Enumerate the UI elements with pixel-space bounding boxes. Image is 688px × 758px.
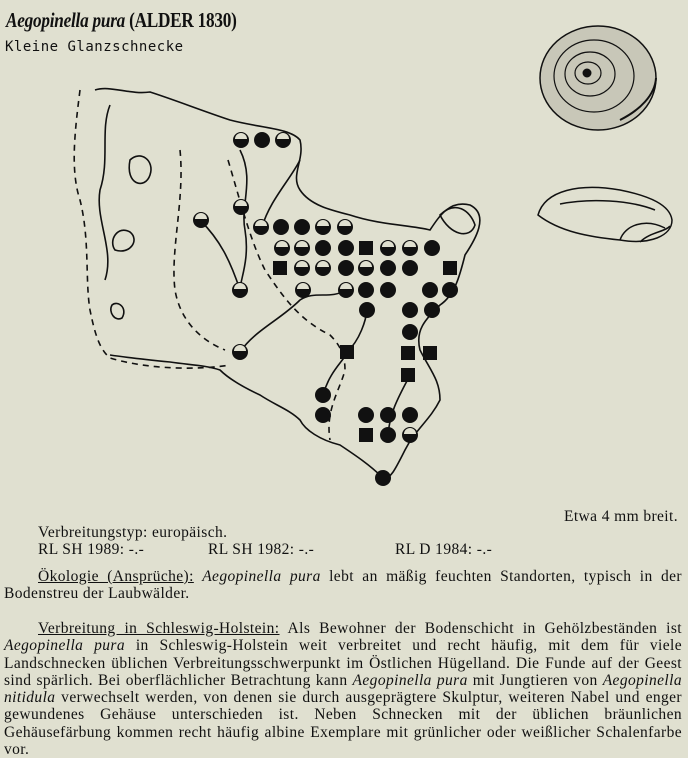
half-circle-marker [402, 240, 418, 256]
square-marker [273, 261, 287, 275]
full-circle-marker [402, 407, 418, 423]
half-circle-marker [315, 260, 331, 276]
text: mit Jungtieren von [467, 671, 603, 689]
half-circle-marker [253, 219, 269, 235]
rl-sh-1989: RL SH 1989: -.- [38, 541, 145, 558]
species-ref: Aegopinella nitidula [4, 671, 682, 707]
full-circle-marker [402, 324, 418, 340]
half-circle-marker [232, 282, 248, 298]
text: in Schleswig-Holstein weit verbreitet und recht häufig, mit dem für viele Landschnecken üblichen Verbreitungsschwerpunkt im Östlichen Hügelland. Die Funde auf der Geest sind spärlich. Bei oberflächlicher Betrachtung kann [4, 637, 682, 689]
half-circle-marker [275, 132, 291, 148]
common-name: Kleine Glanzschnecke [5, 39, 184, 55]
square-marker [340, 345, 354, 359]
shell-top-view-drawing [540, 26, 656, 130]
half-circle-marker [294, 240, 310, 256]
square-marker [359, 241, 373, 255]
species-ref: Aegopinella pura [352, 671, 468, 689]
half-circle-marker [232, 344, 248, 360]
verbreitungstyp: Verbreitungstyp: europäisch. [38, 524, 228, 541]
oekologie-text: lebt an mäßig feuchten Standorten, typisch in der Bodenstreu der Laubwälder. [4, 568, 682, 603]
full-circle-marker [375, 470, 391, 486]
half-circle-marker [380, 240, 396, 256]
square-marker [443, 261, 457, 275]
map-outline [74, 89, 480, 479]
text: Als Bewohner der Bodenschicht in Gehölzbeständen ist [279, 620, 682, 637]
square-marker [401, 346, 415, 360]
full-circle-marker [315, 407, 331, 423]
full-circle-marker [358, 407, 374, 423]
species-ref: Aegopinella pura [202, 568, 321, 585]
half-circle-marker [295, 282, 311, 298]
half-circle-marker [233, 132, 249, 148]
text: verwechselt werden, von denen sie durch ausgeprägtere Skulptur, weiteren Nabel und enger gewundenes Gehäuse unterschieden ist. Neben Schnecken mit der üblichen bräunlichen Gehäusefärbung kommen recht häufig albine Exemplare mit grünlicher oder weißlicher Schalenfarbe vor. [4, 689, 682, 758]
full-circle-marker [359, 302, 375, 318]
full-circle-marker [273, 219, 289, 235]
full-circle-marker [315, 240, 331, 256]
species-author: (ALDER 1830) [129, 8, 237, 32]
oekologie-heading: Ökologie (Ansprüche): [38, 568, 194, 585]
red-list-row [38, 541, 638, 558]
full-circle-marker [442, 282, 458, 298]
rl-sh-1982: RL SH 1982: -.- [208, 541, 315, 558]
full-circle-marker [380, 260, 396, 276]
full-circle-marker [424, 240, 440, 256]
square-marker [359, 428, 373, 442]
full-circle-marker [424, 302, 440, 318]
full-circle-marker [380, 427, 396, 443]
half-circle-marker [358, 260, 374, 276]
rl-d-1984: RL D 1984: -.- [395, 541, 493, 558]
half-circle-marker [193, 212, 209, 228]
record-markers [193, 132, 458, 486]
full-circle-marker [402, 260, 418, 276]
half-circle-marker [337, 219, 353, 235]
oekologie-paragraph [4, 568, 682, 603]
full-circle-marker [422, 282, 438, 298]
full-circle-marker [294, 219, 310, 235]
shell-side-view-drawing [538, 187, 672, 242]
verbreitung-heading: Verbreitung in Schleswig-Holstein: [38, 620, 280, 637]
half-circle-marker [233, 199, 249, 215]
size-caption: Etwa 4 mm breit. [563, 508, 678, 525]
full-circle-marker [380, 282, 396, 298]
verbreitung-paragraph [4, 620, 682, 758]
square-marker [423, 346, 437, 360]
half-circle-marker [294, 260, 310, 276]
full-circle-marker [315, 387, 331, 403]
full-circle-marker [380, 407, 396, 423]
full-circle-marker [358, 282, 374, 298]
full-circle-marker [402, 302, 418, 318]
species-ref: Aegopinella pura [4, 637, 125, 655]
half-circle-marker [338, 282, 354, 298]
square-marker [401, 368, 415, 382]
half-circle-marker [315, 219, 331, 235]
full-circle-marker [338, 240, 354, 256]
full-circle-marker [338, 260, 354, 276]
species-name: Aegopinella pura [6, 8, 126, 32]
full-circle-marker [254, 132, 270, 148]
half-circle-marker [274, 240, 290, 256]
half-circle-marker [402, 427, 418, 443]
